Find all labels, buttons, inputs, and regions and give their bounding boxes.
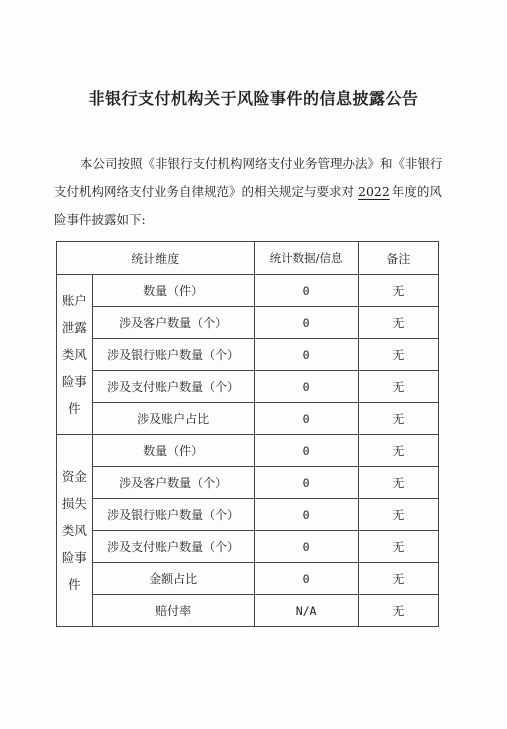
row-dimension: 涉及支付账户数量（个） [92,531,254,563]
row-value: 0 [254,563,358,595]
row-dimension: 涉及支付账户数量（个） [92,371,254,403]
row-dimension: 涉及客户数量（个） [92,467,254,499]
table-row [57,371,439,403]
row-value: 0 [254,403,358,435]
row-dimension: 涉及客户数量（个） [92,307,254,339]
row-dimension: 涉及银行账户数量（个） [92,339,254,371]
row-dimension: 赔付率 [92,595,254,627]
row-value: N/A [254,595,358,627]
row-note: 无 [358,595,438,627]
row-dimension: 涉及账户占比 [92,403,254,435]
row-note: 无 [358,275,438,307]
risk-event-table [56,241,439,627]
report-year: 2022 [358,184,390,199]
table-row [57,563,439,595]
row-value: 0 [254,499,358,531]
table-header-row [57,242,439,275]
table-row [57,275,439,307]
row-value: 0 [254,371,358,403]
row-note: 无 [358,499,438,531]
row-note: 无 [358,371,438,403]
row-dimension: 涉及银行账户数量（个） [92,499,254,531]
table-row [57,467,439,499]
paragraph-text-end: 年度的风险事件披露如下: [54,184,442,227]
category-fund-loss: 资金损失类风险事件 [57,435,93,627]
row-value: 0 [254,307,358,339]
row-value: 0 [254,435,358,467]
table-row [57,531,439,563]
table-row [57,339,439,371]
row-dimension: 数量（件） [92,435,254,467]
row-note: 无 [358,339,438,371]
table-row [57,499,439,531]
row-note: 无 [358,435,438,467]
header-dimension: 统计维度 [57,242,255,275]
row-dimension: 数量（件） [92,275,254,307]
row-value: 0 [254,275,358,307]
row-value: 0 [254,531,358,563]
paragraph-text: 本公司按照《非银行支付机构网络支付业务管理办法》和《非银行支付机构网络支付业务自律规范》的相关规定与要求对 [54,156,443,199]
table-row [57,595,439,627]
row-note: 无 [358,467,438,499]
intro-paragraph [54,150,452,234]
row-value: 0 [254,467,358,499]
table-row [57,403,439,435]
row-note: 无 [358,563,438,595]
table-row [57,435,439,467]
document-title: 非银行支付机构关于风险事件的信息披露公告 [88,89,419,108]
row-note: 无 [358,531,438,563]
row-note: 无 [358,403,438,435]
row-value: 0 [254,339,358,371]
header-note: 备注 [358,242,438,275]
row-dimension: 金额占比 [92,563,254,595]
header-value: 统计数据/信息 [254,242,358,275]
table-row [57,307,439,339]
category-account-leak: 账户泄露类风险事件 [57,275,93,435]
row-note: 无 [358,307,438,339]
